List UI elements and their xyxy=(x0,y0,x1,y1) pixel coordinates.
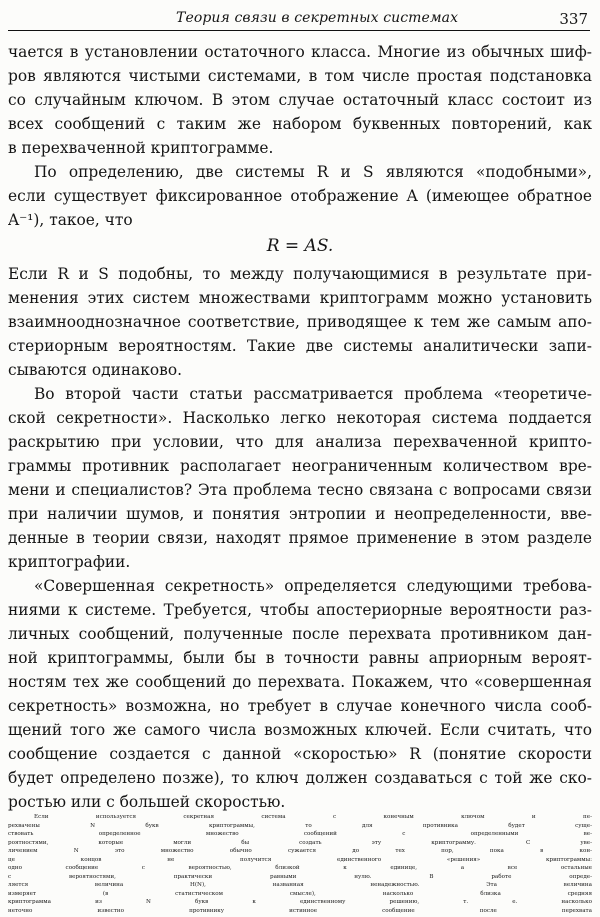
text-line: сываются одинаково. xyxy=(8,361,182,379)
text-line: рехвачены N букв криптограммы, то для противника будет суще- xyxy=(8,822,592,829)
text-line: со случайным ключом. В этом случае остаточный класс состоит из xyxy=(8,91,592,109)
text-line: ниями к системе. Требуется, чтобы апостериорные вероятности раз- xyxy=(8,601,592,619)
text-line: раскрытию при условии, что для анализа перехваченной крипто- xyxy=(8,433,592,451)
text-line: Если R и S подобны, то между получающимися в результате при- xyxy=(8,265,592,283)
running-title: Теория связи в секретных системах xyxy=(176,10,459,26)
text-line: с вероятностями, практически равными нулю. В работе опреде- xyxy=(8,873,592,880)
text-line: всех сообщений с таким же набором буквенных повторений, как xyxy=(8,115,592,133)
text-line: стериорным вероятностям. Такие две системы аналитически запи- xyxy=(8,337,592,355)
text-line: личных сообщений, полученные после перехвата противником дан- xyxy=(8,625,592,643)
text-line: одно сообщение с вероятностью, близкой к единице, а все остальные xyxy=(8,865,592,871)
text-line: криптограмма из N букв к единственному решению, т. е. насколько xyxy=(8,899,592,905)
text-line: ной криптограммы, были бы в точности равны априорным вероят- xyxy=(8,649,592,667)
text-line: денные в теории связи, находят прямое применение в этом разделе xyxy=(8,529,592,547)
text-line: По определению, две системы R и S являются «подобными», xyxy=(34,163,592,181)
text-line: роятностями, которые могли бы создать эту криптограмму. С уве- xyxy=(8,839,592,846)
text-line: чается в установлении остаточного класса. Многие из обычных шиф- xyxy=(8,43,592,61)
text-line: A⁻¹), такое, что xyxy=(8,211,133,229)
text-line: ростью или с большей скоростью. xyxy=(8,793,286,811)
page-header xyxy=(8,4,590,31)
text-line: щений того же самого числа возможных ключей. Если считать, что xyxy=(8,721,592,739)
text-line: граммы противник располагает неограниченным количеством вре- xyxy=(8,457,592,475)
text-line: неточно известно противнику истинное сообщение после перехвата xyxy=(8,907,592,914)
text-line: менения этих систем множествами криптограмм можно установить xyxy=(8,289,592,307)
text-line: сообщение создается с данной «скоростью» R (понятие скорости xyxy=(8,745,592,763)
text-line: ствовать определенное множество сообщений с определенными ве- xyxy=(8,831,592,837)
page-number: 337 xyxy=(559,10,588,28)
text-line: ляется величина H(N), названная ненадежностью. Эта величина xyxy=(8,882,592,888)
text-line: це концов не получится единственного «решения» криптограммы: xyxy=(8,856,592,863)
text-line: при наличии шумов, и понятия энтропии и неопределенности, вве- xyxy=(8,505,592,523)
text-line: криптографии. xyxy=(8,553,131,571)
text-line: «Совершенная секретность» определяется следующими требова- xyxy=(34,577,592,595)
text-line: ностям тех же сообщений до перехвата. Покажем, что «совершенная xyxy=(8,673,592,691)
text-line: измеряет (в статистическом смысле), насколько близка средняя xyxy=(8,890,592,897)
text-line: Если используется секретная система с конечным ключом и пе- xyxy=(34,814,592,820)
text-line: ров являются чистыми системами, в том числе простая подстановка xyxy=(8,67,592,85)
text-line: если существует фиксированное отображение A (имеющее обратное xyxy=(8,187,592,205)
text-line: Во второй части статьи рассматривается проблема «теоретиче- xyxy=(34,385,592,403)
text-line: ской секретности». Насколько легко некоторая система поддается xyxy=(8,409,592,427)
text-line: мени и специалистов? Эта проблема тесно связана с вопросами связи xyxy=(8,481,592,499)
text-line: секретность» возможна, но требует в случае конечного числа сооб- xyxy=(8,697,592,715)
text-line: в перехваченной криптограмме. xyxy=(8,139,274,157)
text-line: взаимнооднозначное соответствие, приводящее к тем же самым апо- xyxy=(8,313,592,331)
formula: R = AS. xyxy=(266,236,334,256)
text-line: личением N это множество обычно сужается до тех пор, пока в кон- xyxy=(8,848,592,854)
text-line: будет определено позже), то ключ должен создаваться с той же ско- xyxy=(8,769,592,787)
